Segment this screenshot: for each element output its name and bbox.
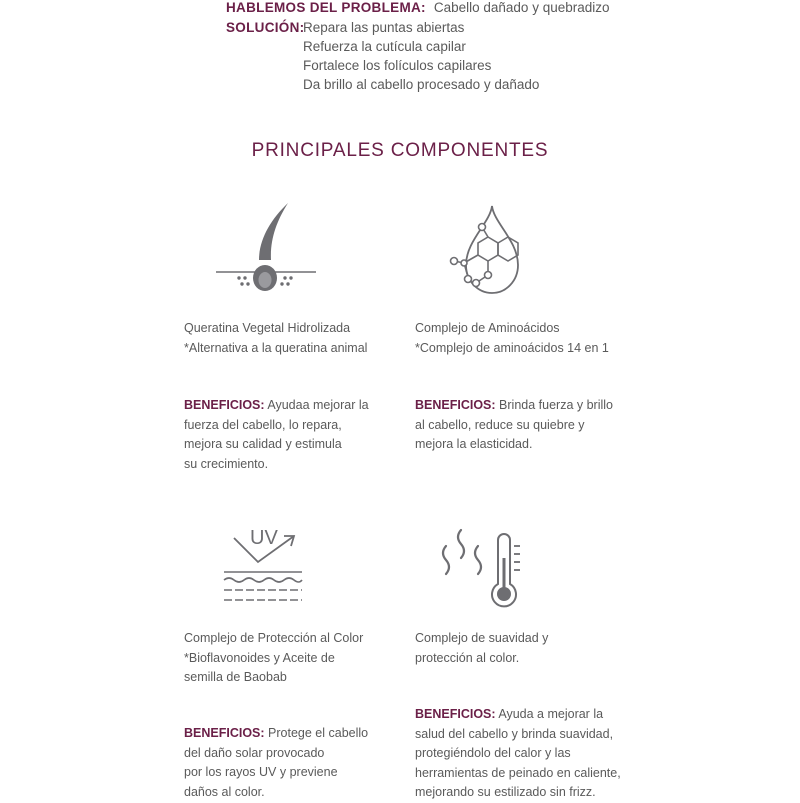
benefit-line: Protege el cabello xyxy=(268,726,369,740)
solution-item: Da brillo al cabello procesado y dañado xyxy=(303,77,540,92)
benefit-line: al cabello, reduce su quiebre y xyxy=(415,417,585,432)
benefit-line: del daño solar provocado xyxy=(184,745,325,760)
heat-thermometer-icon xyxy=(436,524,528,612)
solution-item: Refuerza la cutícula capilar xyxy=(303,39,466,54)
benefit-line: herramientas de peinado en caliente, xyxy=(415,765,621,780)
molecule-drop-icon xyxy=(444,203,540,299)
benefit-line: Ayudaa mejorar la xyxy=(267,398,369,412)
component-benefits-amino xyxy=(415,396,630,455)
benefits-label: BENEFICIOS: xyxy=(415,398,496,412)
problem-label: HABLEMOS DEL PROBLEMA: xyxy=(226,0,426,15)
problem-value: Cabello dañado y quebradizo xyxy=(433,0,610,15)
solution-item: Repara las puntas abiertas xyxy=(303,20,465,35)
solution-item: Fortalece los folículos capilares xyxy=(303,58,492,73)
component-benefits-keratin xyxy=(184,396,384,474)
benefit-line: su crecimiento. xyxy=(184,456,269,471)
component-name-line: *Alternativa a la queratina animal xyxy=(184,340,368,355)
component-name-softness xyxy=(415,629,630,668)
benefit-line: fuerza del cabello, lo repara, xyxy=(184,417,342,432)
section-title: PRINCIPALES COMPONENTES xyxy=(251,140,549,161)
benefits-label: BENEFICIOS: xyxy=(184,726,265,740)
component-name-keratin xyxy=(184,319,384,358)
component-name-line: *Complejo de aminoácidos 14 en 1 xyxy=(415,340,609,355)
hair-follicle-icon xyxy=(212,200,320,296)
benefit-line: Brinda fuerza y brillo xyxy=(499,398,613,412)
benefits-label: BENEFICIOS: xyxy=(184,398,265,412)
benefit-line: protegiéndolo del calor y las xyxy=(415,746,571,760)
benefit-line: mejora su calidad y estimula xyxy=(184,437,342,451)
benefit-line: Ayuda a mejorar la xyxy=(498,707,604,721)
component-benefits-color-protection xyxy=(184,724,384,802)
component-name-line: *Bioflavonoides y Aceite de xyxy=(184,650,335,665)
component-name-line: Complejo de Protección al Color xyxy=(184,631,364,645)
component-name-line: protección al color. xyxy=(415,650,520,665)
benefit-line: mejora la elasticidad. xyxy=(415,437,533,451)
solution-list xyxy=(303,18,539,94)
benefit-line: salud del cabello y brinda suavidad, xyxy=(415,726,614,741)
component-name-color-protection xyxy=(184,629,384,688)
benefit-line: daños al color. xyxy=(184,784,265,799)
component-benefits-softness xyxy=(415,705,630,803)
benefit-line: por los rayos UV y previene xyxy=(184,765,338,779)
component-name-line: semilla de Baobab xyxy=(184,670,287,684)
benefit-line: mejorando su estilizado sin frizz. xyxy=(415,785,596,799)
problem-section xyxy=(226,0,610,94)
uv-protection-icon xyxy=(222,524,306,610)
component-name-line: Complejo de Aminoácidos xyxy=(415,321,560,335)
solution-label: SOLUCIÓN: xyxy=(226,20,305,35)
uv-label: UV xyxy=(250,527,278,549)
benefits-label: BENEFICIOS: xyxy=(415,707,496,721)
component-name-amino xyxy=(415,319,630,358)
component-name-line: Queratina Vegetal Hidrolizada xyxy=(184,321,351,335)
component-name-line: Complejo de suavidad y xyxy=(415,631,549,645)
